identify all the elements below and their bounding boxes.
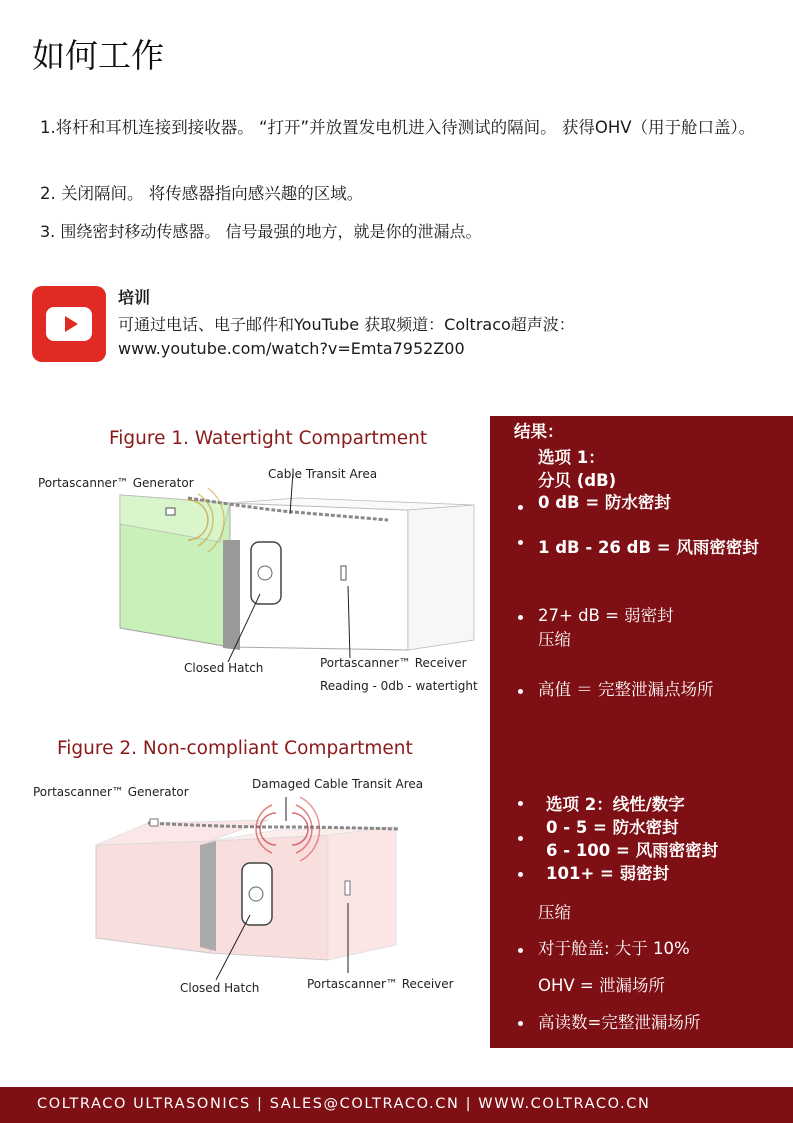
- results-title: 结果：: [514, 422, 564, 441]
- option1-unit: 分贝 (dB): [538, 471, 617, 490]
- figure2-diagram: [28, 775, 488, 1005]
- youtube-icon[interactable]: [32, 286, 106, 362]
- footer-text: COLTRACO ULTRASONICS | SALES@COLTRACO.CN | WWW.COLTRACO.CN: [37, 1096, 651, 1112]
- training-title: 培训: [118, 288, 151, 307]
- figure1-title: Figure 1. Watertight Compartment: [109, 428, 428, 449]
- bullet: [518, 836, 523, 841]
- figure2-generator-label: Portascanner™ Generator: [33, 785, 189, 799]
- option1-item-3-cont: 压缩: [538, 630, 571, 649]
- figure2-cable-label: Damaged Cable Transit Area: [252, 777, 424, 791]
- training-description: 可通过电话、电子邮件和YouTube 获取频道：Coltraco超声波：: [118, 315, 575, 334]
- figure1-hatch-label: Closed Hatch: [184, 661, 264, 675]
- figure2-hatch-label: Closed Hatch: [180, 981, 260, 995]
- figure1-cable-label: Cable Transit Area: [268, 467, 378, 481]
- training-url[interactable]: www.youtube.com/watch?v=Emta7952Z00: [118, 339, 465, 358]
- figure2-receiver-label: Portascanner™ Receiver: [307, 977, 454, 991]
- option2-item-5: 高读数=完整泄漏场所: [538, 1013, 701, 1032]
- bullet: [518, 689, 523, 694]
- step-3: 3. 围绕密封移动传感器。 信号最强的地方，就是你的泄漏点。: [40, 222, 482, 241]
- figure2-title: Figure 2. Non-compliant Compartment: [57, 738, 413, 759]
- step-1: 1.将杆和耳机连接到接收器。 “打开”并放置发电机进入待测试的隔间。 获得OHV（用于舱口盖）。: [40, 118, 756, 137]
- bullet: [518, 948, 523, 953]
- bullet: [518, 540, 523, 545]
- option1-title: 选项 1：: [538, 448, 605, 467]
- page-title: 如何工作: [32, 36, 164, 75]
- figure1-reading-label: Reading - 0db - watertight: [320, 679, 478, 693]
- option2-item-4: 对于舱盖: 大于 10%: [538, 939, 690, 958]
- option1-item-3: 27+ dB = 弱密封: [538, 606, 674, 625]
- bullet: [518, 801, 523, 806]
- option1-item-4: 高值 ＝ 完整泄漏点场所: [538, 680, 714, 699]
- figure1-generator-label: Portascanner™ Generator: [38, 476, 194, 490]
- option1-item-1: 0 dB = 防水密封: [538, 493, 671, 512]
- option2-title: 选项 2：线性/数字: [546, 795, 685, 814]
- step-2: 2. 关闭隔间。 将传感器指向感兴趣的区域。: [40, 184, 364, 203]
- figure1-receiver-label: Portascanner™ Receiver: [320, 656, 467, 670]
- option2-item-3-cont: 压缩: [538, 903, 571, 922]
- results-panel: [490, 416, 793, 1048]
- option2-item-4-cont: OHV = 泄漏场所: [538, 976, 665, 995]
- bullet: [518, 872, 523, 877]
- bullet: [518, 1021, 523, 1026]
- option2-item-1: 0 - 5 = 防水密封: [546, 818, 679, 837]
- bullet: [518, 615, 523, 620]
- bullet: [518, 505, 523, 510]
- option1-item-2: 1 dB - 26 dB = 风雨密密封: [538, 538, 759, 557]
- footer: [0, 1087, 793, 1123]
- option2-item-3: 101+ = 弱密封: [546, 864, 670, 883]
- option2-item-2: 6 - 100 = 风雨密密封: [546, 841, 719, 860]
